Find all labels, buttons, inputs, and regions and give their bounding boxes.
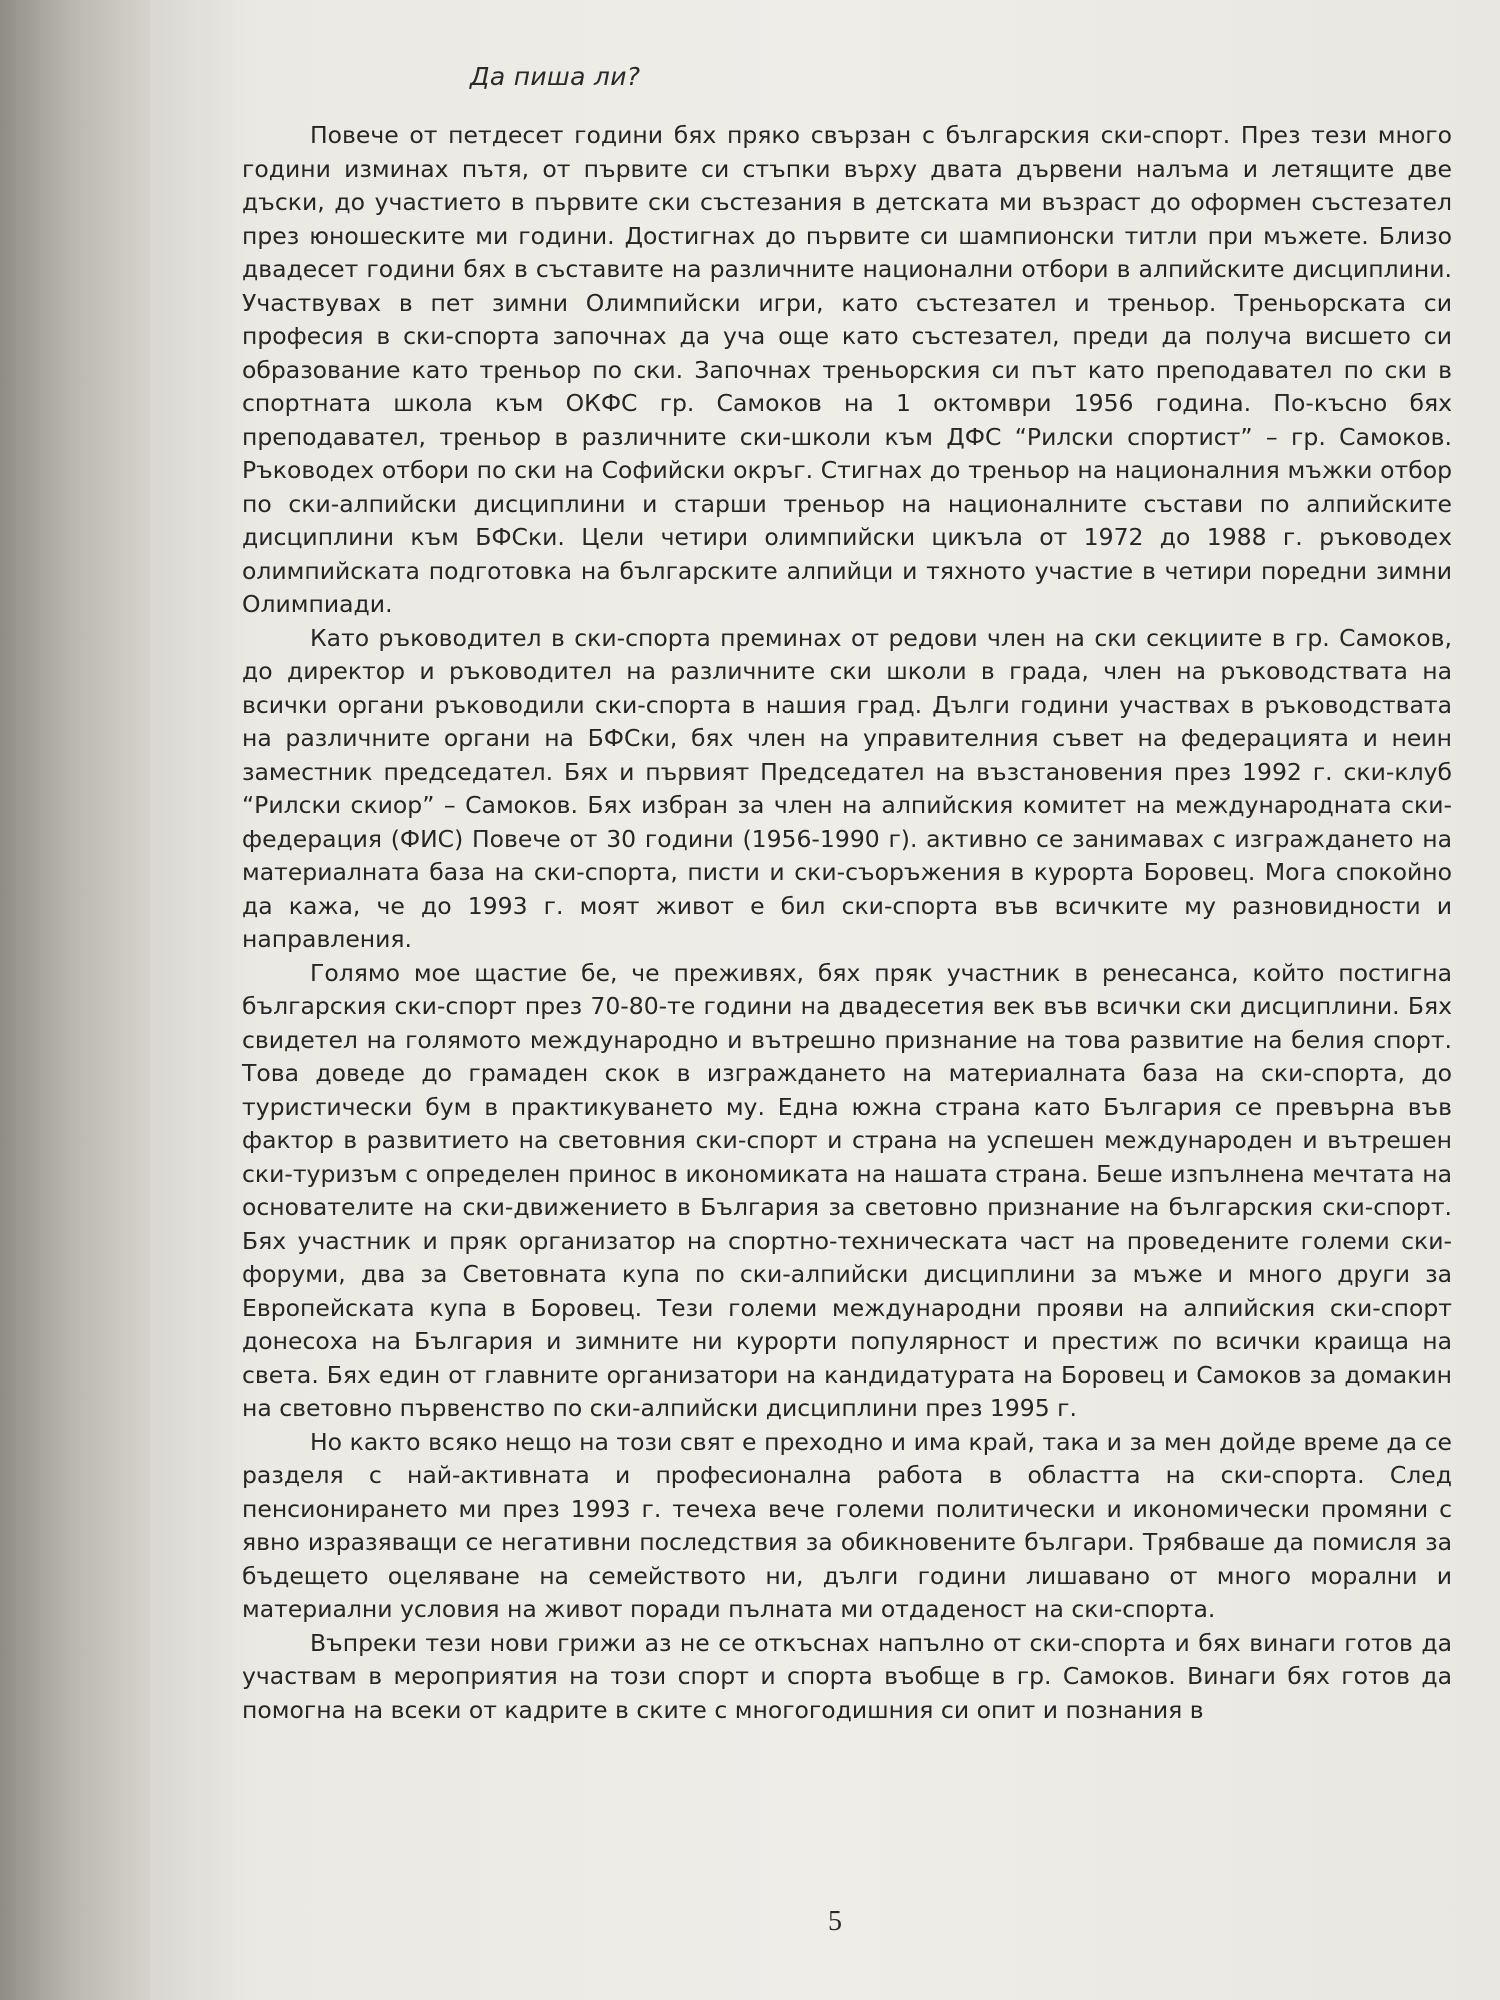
paragraph-2: Като ръководител в ски-спорта преминах от редови член на ски секциите в гр. Самоков, до директор и ръководител на различните ски школи в града, член на ръководствата на всички органи ръководили ски-спорта в нашия град. Дълги години участвах в ръководствата на различните органи на БФСки, бях член на управителния съвет на федерацията и неин заместник председател. Бях и първият Председател на възстановения през 1992 г. ски-клуб “Рилски скиор” – Самоков. Бях избран за член на алпийския комитет на международната ски-федерация (ФИС) Повече от 30 години (1956-1990 г). активно се занимавах с изграждането на материалната база на ски-спорта, писти и ски-съоръжения в курорта Боровец. Мога спокойно да кажа, че до 1993 г. моят живот е бил ски-спорта във всичките му разновидности и направления. bbox=[242, 623, 1452, 953]
paragraph-5: Въпреки тези нови грижи аз не се откъснах напълно от ски-спорта и бях винаги готов да участвам в мероприятия на този спорт и спорта въобще в гр. Самоков. Винаги бях готов да помогна на всеки от кадрите в ските с многогодишния си опит и познания в bbox=[242, 1628, 1452, 1724]
paragraph-3: Голямо мое щастие бе, че преживях, бях пряк участник в ренесанса, който постигна българския ски-спорт през 70-80-те години на двадесетия век във всички ски дисциплини. Бях свидетел на голямото международно и вътрешно признание на това развитие на белия спорт. Това доведе до грамаден скок в изграждането на материалната база на ски-спорта, до туристически бум в практикуването му. Една южна страна като България се превърна във фактор в развитието на световния ски-спорт и страна на успешен международен и вътрешен ски-туризъм с определен принос в икономиката на нашата страна. Беше изпълнена мечтата на основателите на ски-движението в България за световно признание на българския ски-спорт. Бях участник и пряк организатор на спортно-техническата част на проведените големи ски-форуми, два за Световната купа по ски-алпийски дисциплини за мъже и много други за Европейската купа в Боровец. Тези големи международни прояви на алпийския ски-спорт донесоха на България и зимните ни курорти популярност и престиж по всички краища на света. Бях един от главните организатори на кандидатурата на Боровец и Самоков за домакин на световно първенство по ски-алпийски дисциплини през 1995 г. bbox=[242, 958, 1452, 1422]
page-number: 5 bbox=[828, 1906, 842, 1937]
page-content bbox=[242, 62, 1452, 1727]
paragraph-1: Повече от петдесет години бях пряко свързан с българския ски-спорт. През тези много години изминах пътя, от първите си стъпки върху двата дървени налъма и летящите две дъски, до участието в първите ски състезания в детската ми възраст до оформен състезател през юношеските ми години. Достигнах до първите си шампионски титли при мъжете. Близо двадесет години бях в съставите на различните национални отбори в алпийските дисциплини. Участвувах в пет зимни Олимпийски игри, като състезател и треньор. Треньорската си професия в ски-спорта започнах да уча още като състезател, преди да получа висшето си образование като треньор по ски. Започнах треньорския си път като преподавател по ски в спортната школа към ОКФС гр. Самоков на 1 октомври 1956 година. По-късно бях преподавател, треньор в различните ски-школи към ДФС “Рилски спортист” – гр. Самоков. Ръководех отбори по ски на Софийски окръг. Стигнах до треньор на националния мъжки отбор по ски-алпийски дисциплини и старши треньор на националните състави по алпийските дисциплини към БФСки. Цели четири олимпийски цикъла от 1972 до 1988 г. ръководех олимпийската подготовка на българските алпийци и тяхното участие в четири поредни зимни Олимпиади. bbox=[242, 121, 1452, 618]
book-gutter-shadow bbox=[0, 0, 150, 2000]
page-heading: Да пиша ли? bbox=[470, 62, 641, 91]
paragraph-4: Но както всяко нещо на този свят е преходно и има край, така и за мен дойде време да се разделя с най-активната и професионална работа в областта на ски-спорта. След пенсионирането ми през 1993 г. течеха вече големи политически и икономически промяни с явно изразяващи се негативни последствия за обикновените българи. Трябваше да помисля за бъдещето оцеляване на семейството ни, дълги години лишавано от много морални и материални условия на живот поради пълната ми отдаденост на ски-спорта. bbox=[242, 1427, 1452, 1623]
